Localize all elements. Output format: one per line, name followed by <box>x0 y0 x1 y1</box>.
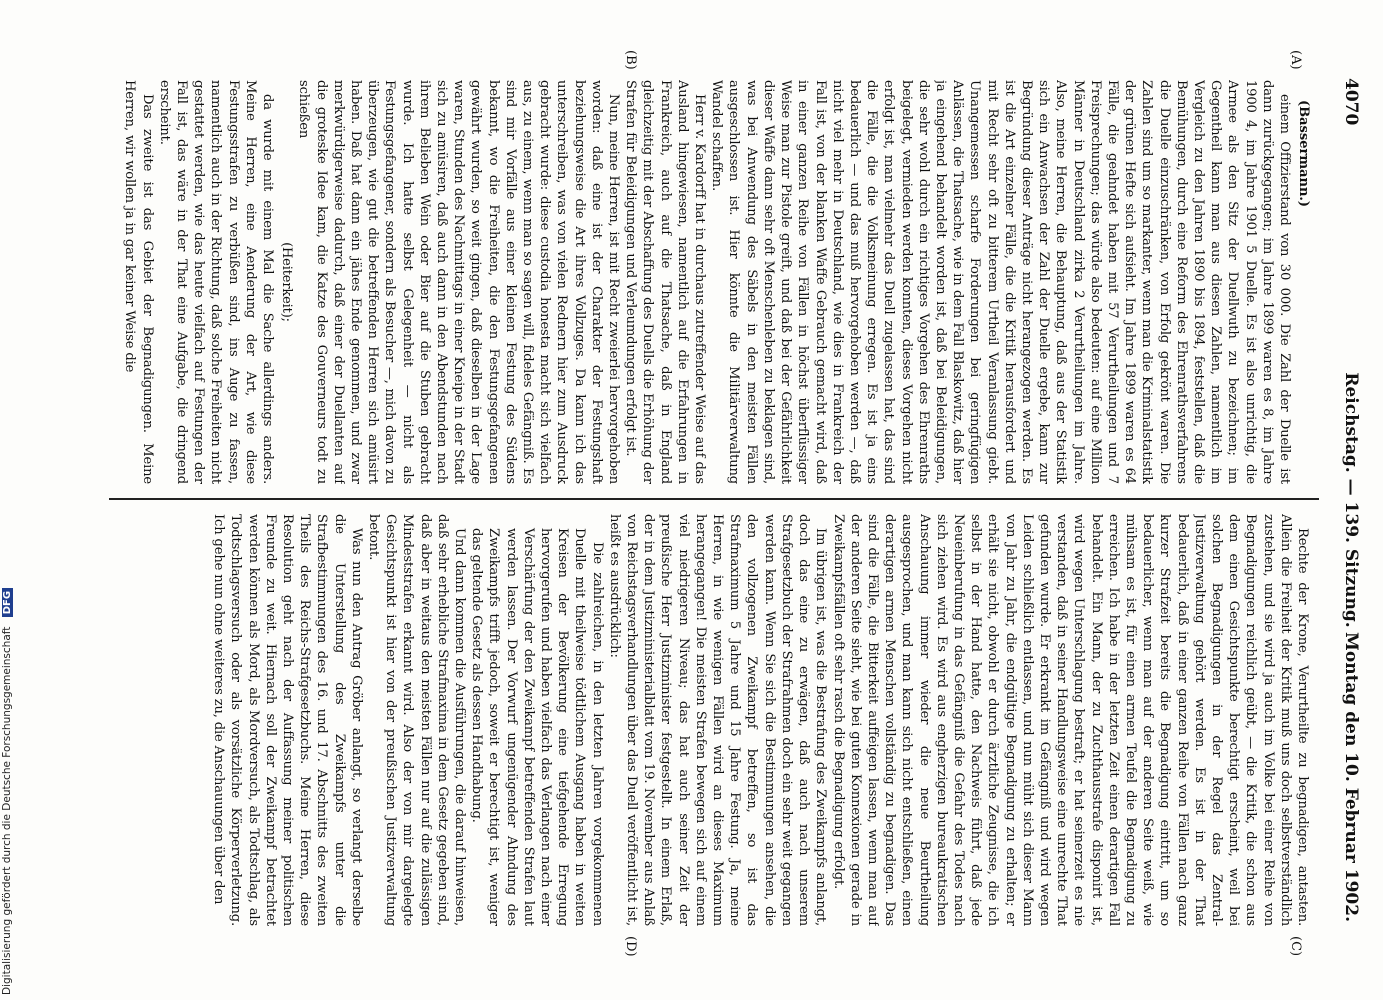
left-column <box>121 80 1311 484</box>
page-header <box>1335 0 1361 1000</box>
paragraph: Rechte der Krone, Verurtheilte zu begnadigen, antasten. Allein die Freiheit der Kritik muß uns doch selbstverständlich zustehen, und sie wird ja auch im Volke bei einer Reihe von Begnadigungen reichlich geübt, — die Kritik, die schon aus dem einen Gesichtspunkte berechtigt erscheint, weil bei solchen Begnadigungen in der Regel das Zentral-Justizverwaltung gehört werden. Es ist in der That bedauerlich, daß in einer ganzen Reihe von Fällen nach ganz kurzer Strafzeit bereits die Begnadigung eintritt, um so bedauerlicher, wenn man auf der anderen Seite weiß, wie mühsam es ist, für einen armen Teufel die Begnadigung zu erreichen. Ich habe in der letzten Zeit einen derartigen Fall behandelt. Ein Mann, der zu Zuchthausstrafe disponirt ist, wird wegen Unterschlagung bestraft; er hat seinerzeit es nie verstanden, daß in seiner Handlungsweise eine unrechte That gefunden wurde. Er erkrankt im Gefängniß und wird wegen Leiden schließlich entlassen, und nun müht sich dieser Mann von Jahr zu Jahr, die endgültige Begnadigung zu erhalten; er erhält sie nicht, obwohl er durch ärztliche Zeugnisse, die ich selbst in der Hand hatte, den Nachweis führt, daß jede Neueinberufung in das Gefängniß die Gefahr des Todes nach sich ziehen wird. Es wird aus engherzigen bureaukratischen Anschauung immer wieder die neue Beurtheilung ausgesprochen, und man kann sich nicht entschließen, einen derartigen armen Menschen vollständig zu begnadigen. Das sind die Fälle, die Bitterkeit auffeigen lassen, wenn man auf der anderen Seite sieht, wie bei guten Konnexionen gerade in Zweikampfsfällen oft sehr rasch die Begnadigung erfolgt. <box>830 514 1310 926</box>
paragraph: Was nun den Antrag Gröber anlangt, so verlangt derselbe die Unterstellung des Zweikampfs unter die Strafbestimmungen des 16. und 17. Abschnitts des zweiten Theils des Reichs-Strafgesetzbuchs. Meine Herren, diese Resolution geht nach der Auffassung meiner politischen Freunde zu weit. Hiernach soll der Zweikampf betrachtet werden können als Mord, als Mordversuch, als Todtschlag, als Todtschlagsversuch oder als vorsätzliche Körperverletzung. Ich gehe nun ohne weiteres zu, die Anschauungen über den <box>211 514 364 926</box>
paragraph: Nun, meine Herren, ist mit Recht zweierlei hervorgehoben worden: daß eine ist der Charakter der Festungshaft beziehungsweise die Art ihres Vollzuges. Da kann ich das unterschreiben, was von vielen Rednern hier zum Ausdruck gebracht wurde: diese custodia honesta macht sich vielfach aus, zu einem, wenn man so sagen will, fideles Gefängniß. Es sind mir Vorfälle aus einer kleinen Festung des Südens bekannt, wo die Freiheiten, die den Festungsgefangenen gewährt wurden, so weit gingen, daß dieselben in der Lage waren, Stunden des Nachmittags in einer Kneipe in der Stadt sich zu amüsiren, daß auch dann in den Abendstunden nach ihrem Belieben Wein oder Bier auf die Stuben gebracht wurde. Ich hatte selbst Gelegenheit — nicht als Festungsgefangener, sondern als Besucher —, mich davon zu überzeugen, wie gut die betreffenden Herren sich amüsirt haben. Daß hat dann ein jähes Ende genommen, und zwar merkwürdigerweise dadurch, daß einer der Duellanten auf die groteske Idee kam, die Katze des Gouverneurs todt zu schießen <box>296 80 622 484</box>
margin-marker-b: (B) <box>623 50 638 70</box>
quoted-paragraph: Die zahlreichen, in den letzten Jahren vorgekommenen Duelle mit theilweise tödtlichem Ausgang haben in weiten Kreisen der Bevölkerung eine tiefgehende Erregung hervorgerufen und haben vielfach das Verlangen nach einer Verschärfung der den Zweikampf betreffenden Strafen laut werden lassen. Der Vorwurf ungenügender Ahndung des Zweikampfs trifft jedoch, soweit er berechtigt ist, weniger das geltende Gesetz als dessen Handhabung. <box>469 528 605 926</box>
credit-text: Digitalisierung gefördert durch die Deutsche Forschungsgemeinschaft <box>1 626 13 995</box>
paragraph: Im übrigen ist, was die Bestrafung des Zweikampfs anlangt, doch das eine zu erwägen, daß auch nach unserem Strafgesetzbuch der Strafrahmen doch ein sehr weit gegangen werden kann. Wenn Sie sich die Bestimmungen ansehen, die den vollzogenen Zweikampf betreffen, so ist das Strafmaximum 5 Jahre und 15 Jahre Festung. Ja, meine Herren, in wie wenigen Fällen wird an dieses Maximum herangegangen! Die meisten Strafen bewegen sich auf einem viel niedrigeren Niveau; das hat auch seiner Zeit der preußische Herr Justizminister festgestellt. In einem Erlaß, der in dem Justizministerialblatt vom 19. November aus Anlaß von Reichstagsverhandlungen über das Duell veröffentlicht ist, heißt es ausdrücklich: <box>606 514 829 926</box>
paragraph: Herr v. Kardorff hat in durchaus zutreffender Weise auf das Ausland hingewiesen, namentlich auf die Erfahrungen in Frankreich, auch auf die Thatsache, daß in England gleichzeitig mit der Abschaffung des Duells die Erhöhung der Strafen für Beleidigungen und Verleumdungen erfolgt ist. <box>623 80 708 484</box>
session-date: Montag den 10. Februar 1902. <box>1341 632 1361 922</box>
right-column <box>121 514 1311 926</box>
speaker-name: (Bassermann.) <box>1296 100 1311 208</box>
paragraph: einem Offizierstand von 30 000. Die Zahl der Duelle ist dann zurückgegangen; im Jahre 1899 waren es 8, im Jahre 1900 4, im Jahre 1901 5 Duelle. Es ist also unrichtig, die Armee als den Sitz der Duellwuth zu bezeichnen; im Gegentheil kann man aus diesen Zahlen, namentlich im Vergleich zu den Jahren 1890 bis 1894, feststellen, daß die Bemühungen, durch eine Reform des Ehrenrathsverfahrens die Duelle einzuschränken, von Erfolg gekrönt waren. Die Zahlen sind um so markanter, wenn man die Kriminalstatistik der grünen Hefte sich aufsieht. Im Jahre 1899 waren es 64 Fälle, die geahndet haben mit 57 Verurtheilungen und 7 Freisprechungen; das würde also bedeuten: auf eine Million Männer in Deutschland zirka 2 Verurtheilungen im Jahre. Also, meine Herren, die Behauptung, daß aus der Statistik sich ein Anwachsen der Zahl der Duelle ergebe, kann zur Begründung dieser Anträge nicht herangezogen werden. Es ist die Art einzelner Fälle, die die Kritik herausfordert und mit Recht sehr oft zu bitterem Urtheil Veranlassung giebt. Unangemessen scharfe Forderungen bei geringfügigen Anlässen, die Thatsache, wie in dem Fall Blaskowitz, daß hier ja eingehend behandelt worden ist, daß bei Beleidigungen, die sehr wohl durch ein richtiges Vorgehen des Ehrenraths beigelegt, vermieden werden konnten, dieses Vorgehen nicht erfolgt ist, man vielmehr das Duell zugelassen hat, das sind die Fälle, die die Volksmeinung erregen. Es ist ja eins bedauerlich — und das muß hervorgehoben werden —, daß nicht viel mehr in Deutschland, wie dies in Frankreich der Fall ist, von der blanken Waffe Gebrauch gemacht wird, daß in einer ganzen Reihe von Fällen in höchst überflüssiger Weise man zur Pistole greift, und daß bei der Gefährlichkeit dieser Waffe dann sehr oft Menschenleben zu beklagen sind, was bei Anwendung des Säbels in den meisten Fällen ausgeschlossen ist. Hier könnte die Militärverwaltung Wandel schaffen. <box>709 80 1292 484</box>
paragraph: da wurde mit einem Mal die Sache allerdings anders. Meine Herren, eine Aenderung der Art, wie diese Festungsstrafen zu verbüßen sind, ins Auge zu fassen, namentlich auch in der Richtung, daß solche Freiheiten nicht gestattet werden, wie das heute vielfach auf Festungen der Fall ist, das wäre in der That eine Aufgabe, die dringend erscheint. <box>156 80 276 484</box>
column-divider <box>109 498 1319 500</box>
margin-marker-c: (C) <box>1288 936 1303 957</box>
margin-marker-a: (A) <box>1288 50 1303 70</box>
running-title: Reichstag. — 139. Sitzung. <box>1341 372 1361 628</box>
dfg-logo <box>2 588 13 617</box>
paragraph: Das zweite ist das Gebiet der Begnadigungen. Meine Herren, wir wollen ja in gar keiner Weise die <box>122 80 155 484</box>
laughter-note: (Heiterkeit); <box>279 242 295 322</box>
dfg-logo-text: DFG <box>2 590 13 615</box>
paragraph: Und dann kommen die Ausführungen, die darauf hinweisen, daß sehr erhebliche Strafmaxima in dem Gesetz gegeben sind, daß aber in weitaus den meisten Fällen nur auf die zulässigen Mindeststrafen erkannt wird. Also der von mir dargelegte Gesichtspunkt ist hier von der preußischen Justizverwaltung betont. <box>366 514 468 926</box>
page-number: 4070 <box>1341 78 1361 126</box>
margin-marker-d: (D) <box>623 936 638 957</box>
